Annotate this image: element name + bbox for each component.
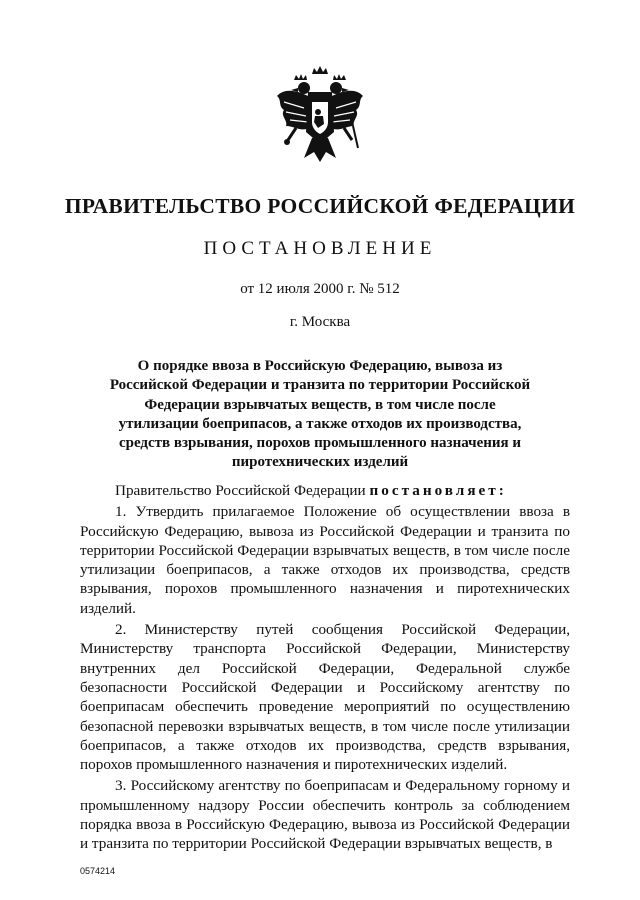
document-city: г. Москва [289, 314, 351, 330]
body-paragraph-1: 1. Утвердить прилагаемое Положение об осуществлении ввоза в Российскую Федерацию, вывоза из Российской Федерации и транзита по территории Российской Федерации взрывчатых веществ, в том числе после утилизации боеприпасов, а также отходов их производства, средств взрывания, порохов промышленного назначения и пиротехнических изделий. [80, 503, 570, 617]
document-code: 0574214 [80, 866, 116, 876]
document-date-number: от 12 июля 2000 г. № 512 [240, 281, 400, 297]
intro-lead: Правительство Российской Федерации [115, 482, 366, 499]
body-paragraph-3: 3. Российскому агентству по боеприпасам и Федеральному горному и промышленному надзору России обеспечить контроль за соблюдением порядка ввоза в Российскую Федерацию, вывоза из Российской Федерации и транзита по территории Российской Федерации взрывчатых веществ, в [80, 777, 570, 853]
intro-decree: постановляет: [369, 482, 507, 499]
document-body [80, 481, 570, 854]
document-subject: О порядке ввоза в Российскую Федерацию, вывоза из Российской Федерации и транзита по территории Российской Федерации взрывчатых веществ, в том числе после утилизации боеприпасов, а также отходов их производства, средств взрывания, порохов промышленного назначения и пиротехнических изделий [109, 358, 531, 471]
document-type: ПОСТАНОВЛЕНИЕ [203, 238, 437, 259]
intro-paragraph [80, 481, 570, 500]
body-paragraph-2: 2. Министерству путей сообщения Российской Федерации, Министерству транспорта Российской Федерации, Министерству внутренних дел Российской Федерации, Федеральной службе безопасности Российской Федерации и Российскому агентству по боеприпасам обеспечить проведение мероприятий по осуществлению безопасной перевозки взрывчатых веществ, в том числе после утилизации боеприпасов, а также отходов их производства, средств взрывания, порохов промышленного назначения и пиротехнических изделий. [80, 621, 570, 774]
government-title: ПРАВИТЕЛЬСТВО РОССИЙСКОЙ ФЕДЕРАЦИИ [64, 194, 576, 218]
coat-of-arms-icon [274, 66, 366, 164]
